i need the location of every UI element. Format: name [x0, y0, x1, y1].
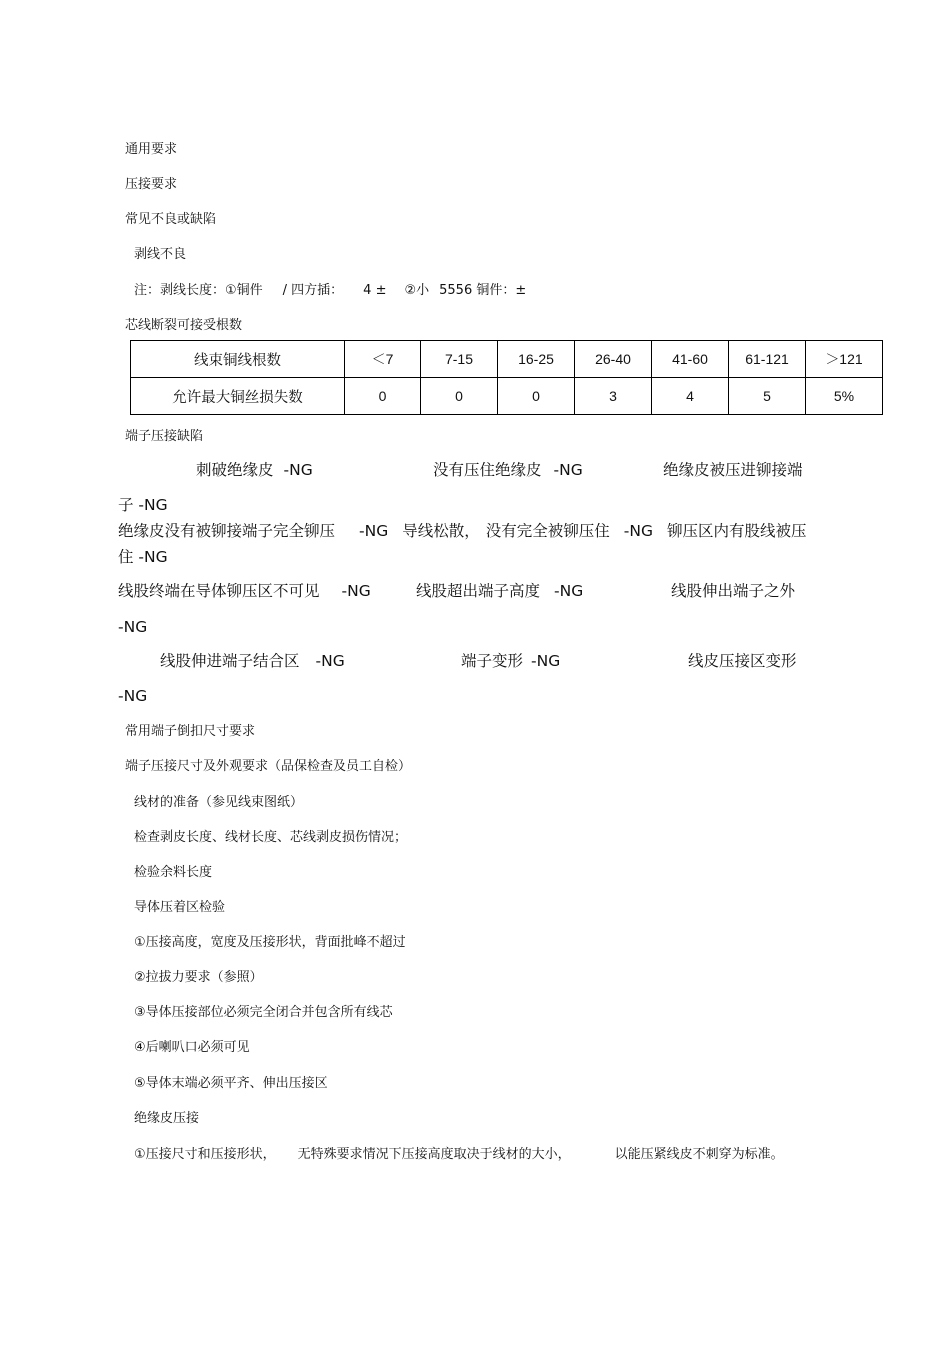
defect-text: 绝缘皮没有被铆接端子完全铆压	[118, 522, 336, 540]
insulation-text: 无特殊要求情况下压接高度取决于线材的大小，	[297, 1147, 571, 1162]
table-header-cell: ＞121	[806, 341, 883, 378]
table-row	[131, 341, 883, 378]
ng-label: -NG	[553, 461, 583, 479]
defect-line-3	[118, 524, 806, 540]
ng-label: -NG	[315, 652, 345, 670]
table-cell: 4	[652, 378, 729, 415]
core-break-table	[130, 340, 883, 415]
table-header-cell: 41-60	[652, 341, 729, 378]
conductor-item-2: ②拉拔力要求（参照）	[134, 970, 263, 985]
note-part-1: 注：剥线长度：①铜件	[134, 283, 263, 298]
defect-line-6: -NG	[118, 618, 148, 636]
heading-common-defects: 常见不良或缺陷	[125, 212, 217, 227]
heading-crimp-dimensions: 端子压接尺寸及外观要求（品保检查及员工自检）	[125, 759, 412, 774]
defect-line-5c: 线股伸出端子之外	[671, 582, 796, 600]
heading-chamfer-size: 常用端子倒扣尺寸要求	[125, 724, 256, 739]
table-cell: 0	[421, 378, 498, 415]
table-header-cell: 61-121	[729, 341, 806, 378]
conductor-item-3: ③导体压接部位必须完全闭合并包含所有线芯	[134, 1005, 393, 1020]
table-header-cell: 26-40	[575, 341, 652, 378]
defect-text: 刺破绝缘皮	[196, 461, 274, 479]
heading-strip-defect: 剥线不良	[134, 247, 187, 262]
defect-line-2: 子 -NG	[118, 496, 168, 514]
defect-text: 铆压区内有股线被压	[666, 522, 807, 540]
table-row-label-wire-count: 线束铜线根数	[131, 341, 345, 378]
defect-text: 线股终端在导体铆压区不可见	[118, 582, 320, 600]
note-part-5: 5556 铜件：±	[439, 283, 527, 298]
heading-general-requirements: 通用要求	[125, 142, 178, 157]
item-wire-preparation: 线材的准备（参见线束图纸）	[134, 795, 304, 810]
item-check-strip: 检查剥皮长度、线材长度、芯线剥皮损伤情况；	[134, 830, 408, 845]
ng-label: -NG	[283, 461, 313, 479]
ng-label: -NG	[554, 582, 584, 600]
note-part-2: / 四方插：	[282, 283, 344, 298]
defect-text: 导线松散，	[402, 522, 480, 540]
defect-line-7a	[160, 654, 345, 670]
insulation-item-1	[134, 1148, 784, 1161]
table-header-cell: ＜7	[345, 341, 421, 378]
defect-text: 没有压住绝缘皮	[433, 461, 542, 479]
ng-label: -NG	[341, 582, 371, 600]
defect-line-7c: 线皮压接区变形	[688, 652, 797, 670]
ng-label: -NG	[623, 522, 653, 540]
table-header-cell: 7-15	[421, 341, 498, 378]
conductor-item-1: ①压接高度，宽度及压接形状，背面批峰不超过	[134, 935, 406, 950]
heading-conductor-inspection: 导体压着区检验	[134, 900, 226, 915]
table-cell: 0	[498, 378, 575, 415]
defect-line-1b	[433, 463, 583, 479]
defect-text: 线股超出端子高度	[416, 582, 541, 600]
table-row-label-max-loss: 允许最大铜丝损失数	[131, 378, 345, 415]
table-cell: 5	[729, 378, 806, 415]
table-header-cell: 16-25	[498, 341, 575, 378]
defect-line-4: 住 -NG	[118, 548, 168, 566]
insulation-text: ①压接尺寸和压接形状，	[134, 1147, 276, 1162]
defect-text: 线股伸进端子结合区	[160, 652, 300, 670]
heading-insulation-crimp: 绝缘皮压接	[134, 1111, 200, 1126]
defect-line-7b	[461, 654, 560, 670]
defect-line-5a	[118, 584, 371, 600]
heading-core-break: 芯线断裂可接受根数	[125, 318, 243, 333]
conductor-item-5: ⑤导体末端必须平齐、伸出压接区	[134, 1076, 328, 1091]
ng-label: -NG	[359, 522, 389, 540]
defect-line-1a	[196, 463, 313, 479]
insulation-text: 以能压紧线皮不刺穿为标准。	[614, 1147, 784, 1162]
table-cell: 5%	[806, 378, 883, 415]
note-part-4: ②小	[404, 283, 430, 298]
ng-label: -NG	[531, 652, 561, 670]
heading-terminal-defects: 端子压接缺陷	[125, 429, 204, 444]
strip-length-note	[134, 284, 526, 297]
table-cell: 3	[575, 378, 652, 415]
table-cell: 0	[345, 378, 421, 415]
table-row	[131, 378, 883, 415]
note-part-3: 4 ±	[363, 283, 387, 298]
conductor-item-4: ④后喇叭口必须可见	[134, 1040, 250, 1055]
defect-line-8: -NG	[118, 687, 148, 705]
defect-line-5b	[416, 584, 583, 600]
defect-text: 端子变形	[461, 652, 524, 670]
item-surplus-length: 检验余料长度	[134, 865, 213, 880]
defect-line-1c: 绝缘皮被压进铆接端	[663, 461, 803, 479]
defect-text: 没有完全被铆压住	[485, 522, 610, 540]
heading-crimp-requirements: 压接要求	[125, 177, 178, 192]
